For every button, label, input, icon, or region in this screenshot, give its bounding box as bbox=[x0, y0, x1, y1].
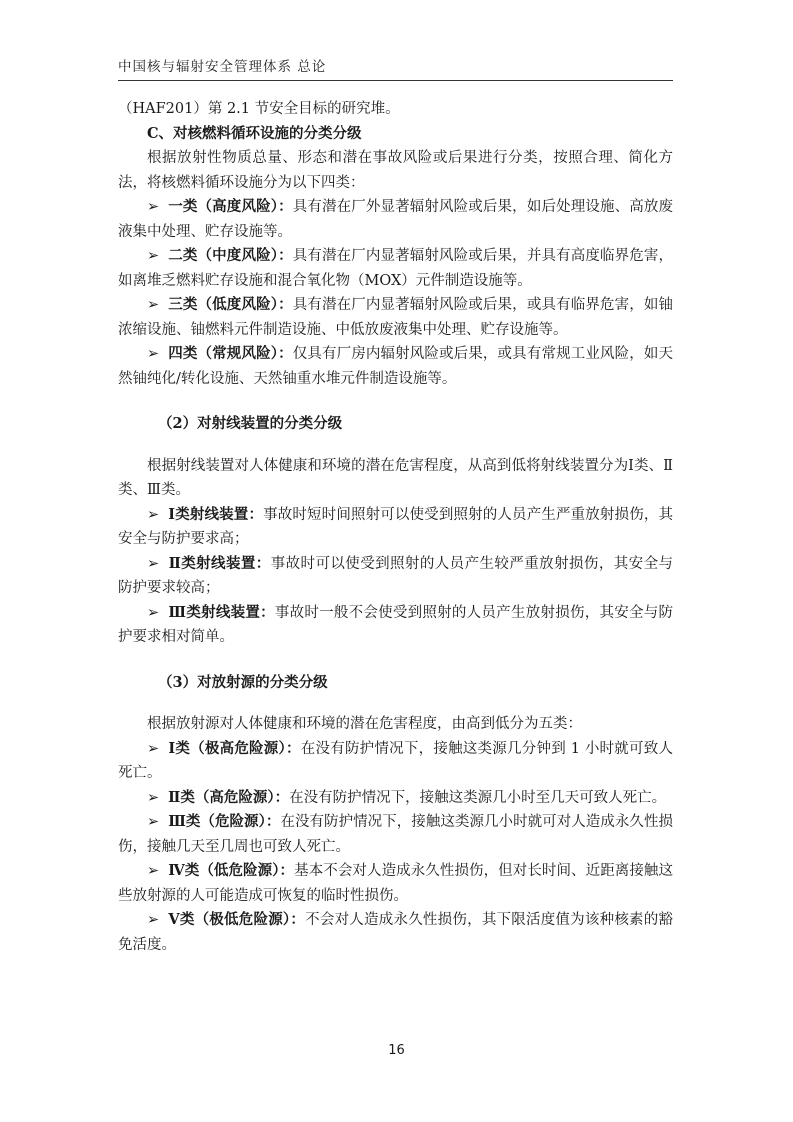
bullet-text: 具有潜在厂内显著辐射风险或后果，并具有高度临界危害，如离堆乏燃料贮存设施和混合氧化物（MOX）元件制造设施等。 bbox=[118, 248, 673, 289]
bullet-text: 具有潜在厂内显著辐射风险或后果，或具有临界危害，如铀浓缩设施、铀燃料元件制造设施、中低放废液集中处理、贮存设施等。 bbox=[118, 297, 673, 338]
paragraph-sources-intro: 根据放射源对人体健康和环境的潜在危害程度，由高到低分为五类： bbox=[147, 716, 582, 732]
bullet-ray-class-2 bbox=[118, 552, 673, 601]
bullet-source-class-2 bbox=[118, 786, 673, 811]
arrow-bullet-icon: ➢ bbox=[147, 346, 160, 362]
bullet-source-class-1 bbox=[118, 737, 673, 786]
bullet-ray-class-3 bbox=[118, 601, 673, 650]
arrow-bullet-icon: ➢ bbox=[147, 814, 160, 830]
paragraph-ray-devices-intro: 根据射线装置对人体健康和环境的潜在危害程度，从高到低将射线装置分为Ⅰ类、Ⅱ类、Ⅲ类。 bbox=[118, 457, 673, 498]
arrow-bullet-icon: ➢ bbox=[147, 297, 160, 313]
document-body bbox=[118, 97, 673, 957]
heading-fuel-cycle: C、对核燃料循环设施的分类分级 bbox=[147, 124, 362, 142]
bullet-label: Ⅱ类（高危险源）： bbox=[168, 788, 290, 806]
bullet-label: 三类（低度风险）： bbox=[168, 296, 293, 313]
bullet-text: 在没有防护情况下，接触这类源几小时至几天可致人死亡。 bbox=[289, 789, 667, 806]
bullet-text: 事故时短时间照射可以使受到照射的人员产生严重放射损伤，其安全与防护要求高； bbox=[118, 506, 673, 547]
bullet-label: Ⅲ类射线装置： bbox=[168, 603, 275, 621]
bullet-text: 具有潜在厂外显著辐射风险或后果，如后处理设施、高放废液集中处理、贮存设施等。 bbox=[118, 199, 673, 240]
bullet-source-class-3 bbox=[118, 810, 673, 859]
bullet-label: Ⅰ类射线装置： bbox=[168, 505, 264, 523]
arrow-bullet-icon: ➢ bbox=[147, 604, 160, 621]
arrow-bullet-icon: ➢ bbox=[147, 506, 160, 523]
paragraph-fuel-cycle-intro: 根据放射性物质总量、形态和潜在事故风险或后果进行分类，按照合理、简化方法，将核燃料循环设施分为以下四类： bbox=[118, 150, 673, 191]
arrow-bullet-icon: ➢ bbox=[147, 912, 160, 928]
bullet-text: 在没有防护情况下，接触这类源几小时就可对人造成永久性损伤，接触几天至几周也可致人死亡。 bbox=[118, 814, 673, 855]
bullet-label: Ⅱ类射线装置： bbox=[168, 554, 271, 572]
bullet-label: 四类（常规风险）： bbox=[168, 345, 293, 362]
running-header: 中国核与辐射安全管理体系 总论 bbox=[118, 59, 327, 75]
bullet-text: 在没有防护情况下，接触这类源几分钟到 1 小时就可致人死亡。 bbox=[118, 740, 673, 781]
arrow-bullet-icon: ➢ bbox=[147, 740, 160, 757]
bullet-ray-class-1 bbox=[118, 503, 673, 552]
bullet-label: Ⅲ类（危险源）： bbox=[168, 813, 281, 830]
arrow-bullet-icon: ➢ bbox=[147, 555, 160, 572]
bullet-label: Ⅳ类（低危险源）： bbox=[168, 862, 295, 879]
paragraph-continuation: （HAF201）第 2.1 节安全目标的研究堆。 bbox=[118, 101, 400, 117]
bullet-label: 二类（中度风险）： bbox=[168, 247, 293, 264]
arrow-bullet-icon: ➢ bbox=[147, 789, 160, 806]
bullet-text: 事故时一般不会使受到照射的人员产生放射损伤，其安全与防护要求相对简单。 bbox=[118, 604, 673, 645]
bullet-source-class-4 bbox=[118, 859, 673, 908]
bullet-text: 事故时可以使受到照射的人员产生较严重放射损伤，其安全与防护要求较高； bbox=[118, 555, 673, 596]
arrow-bullet-icon: ➢ bbox=[147, 199, 160, 215]
bullet-text: 仅具有厂房内辐射风险或后果，或具有常规工业风险，如天然铀纯化/转化设施、天然铀重水堆元件制造设施等。 bbox=[118, 346, 673, 387]
heading-ray-devices: （2）对射线装置的分类分级 bbox=[158, 415, 343, 432]
bullet-label: Ⅰ类（极高危险源）： bbox=[168, 739, 301, 757]
bullet-label: 一类（高度风险）： bbox=[168, 198, 293, 215]
bullet-fuel-class-3 bbox=[118, 293, 673, 342]
bullet-fuel-class-1 bbox=[118, 195, 673, 244]
bullet-fuel-class-2 bbox=[118, 244, 673, 293]
bullet-text: 不会对人造成永久性损伤，其下限活度值为该种核素的豁免活度。 bbox=[118, 912, 674, 953]
bullet-fuel-class-4 bbox=[118, 342, 673, 391]
arrow-bullet-icon: ➢ bbox=[147, 248, 160, 264]
bullet-label: Ⅴ类（极低危险源）： bbox=[168, 911, 306, 928]
arrow-bullet-icon: ➢ bbox=[147, 863, 160, 879]
heading-radioactive-sources: （3）对放射源的分类分级 bbox=[158, 673, 328, 691]
page-number: 16 bbox=[388, 1043, 405, 1058]
header-divider bbox=[118, 80, 673, 81]
bullet-source-class-5 bbox=[118, 908, 673, 957]
bullet-text: 基本不会对人造成永久性损伤，但对长时间、近距离接触这些放射源的人可能造成可恢复的临时性损伤。 bbox=[118, 863, 673, 904]
